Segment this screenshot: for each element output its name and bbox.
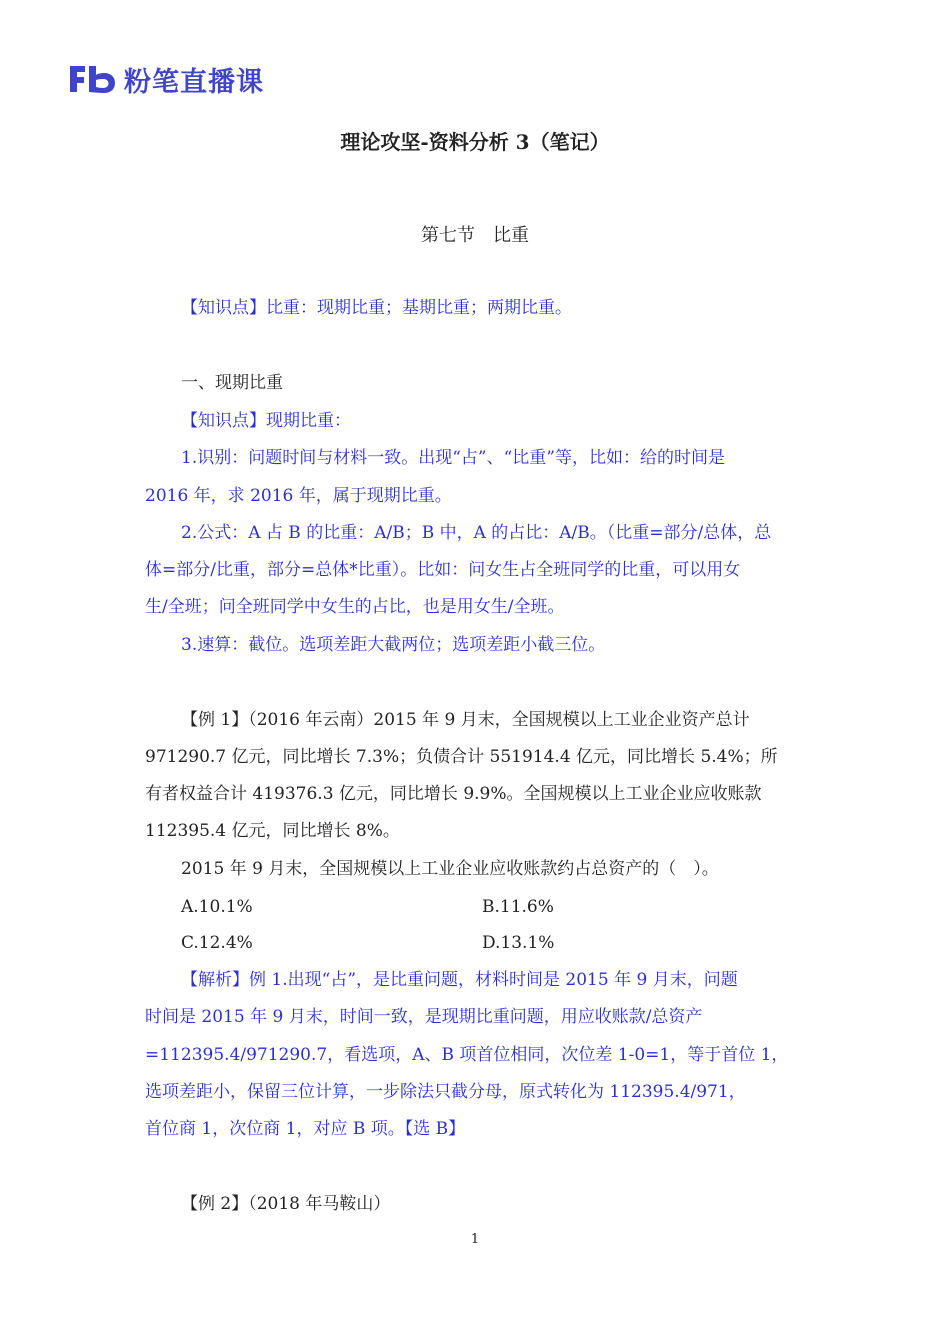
example1-line4: 112395.4 亿元，同比增长 8%。 <box>145 821 400 841</box>
brand-logo <box>68 62 264 96</box>
example1-question: 2015 年 9 月末，全国规模以上工业企业应收账款约占总资产的（ ）。 <box>181 859 719 879</box>
point1-line1: 1.识别：问题时间与材料一致。出现“占”、“比重”等，比如：给的时间是 <box>181 448 725 468</box>
point1-line2: 2016 年，求 2016 年，属于现期比重。 <box>145 486 452 506</box>
analysis-line4: 选项差距小，保留三位计算，一步除法只截分母，原式转化为 112395.4/971， <box>145 1082 746 1102</box>
example2-heading: 【例 2】（2018 年马鞍山） <box>181 1194 391 1214</box>
fenbi-logo-icon <box>68 64 118 94</box>
section-heading: 第七节 比重 <box>421 225 529 246</box>
point2-line1: 2.公式：A 占 B 的比重：A/B；B 中，A 的占比：A/B。（比重=部分/总体，总 <box>181 523 772 543</box>
example1-line3: 有者权益合计 419376.3 亿元，同比增长 9.9%。全国规模以上工业企业应收账款 <box>145 784 762 804</box>
knowledge-point-overview: 【知识点】比重：现期比重；基期比重；两期比重。 <box>181 298 572 318</box>
analysis-line1: 【解析】例 1.出现“占”，是比重问题，材料时间是 2015 年 9 月末，问题 <box>181 970 738 990</box>
point3: 3.速算：截位。选项差距大截两位；选项差距小截三位。 <box>181 635 606 655</box>
logo-text: 粉笔直播课 <box>124 66 264 98</box>
analysis-line2: 时间是 2015 年 9 月末，时间一致，是现期比重问题，用应收账款/总资产 <box>145 1007 703 1027</box>
page-number: 1 <box>470 1232 480 1247</box>
analysis-line3: =112395.4/971290.7，看选项，A、B 项首位相同，次位差 1-0=1，等于首位 1， <box>145 1045 789 1065</box>
option-b: B.11.6% <box>482 897 554 917</box>
document-title: 理论攻坚-资料分析 3（笔记） <box>340 130 610 154</box>
knowledge-point-label: 【知识点】现期比重： <box>181 411 351 431</box>
option-d: D.13.1% <box>482 933 555 953</box>
option-a: A.10.1% <box>181 897 253 917</box>
subsection-heading: 一、现期比重 <box>181 373 283 393</box>
point2-line3: 生/全班；问全班同学中女生的占比，也是用女生/全班。 <box>145 597 565 617</box>
option-c: C.12.4% <box>181 933 253 953</box>
example1-line2: 971290.7 亿元，同比增长 7.3%；负债合计 551914.4 亿元，同比增长 5.4%；所 <box>145 747 778 767</box>
point2-line2: 体=部分/比重，部分=总体*比重）。比如：问女生占全班同学的比重，可以用女 <box>145 560 741 580</box>
example1-line1: 【例 1】（2016 年云南）2015 年 9 月末，全国规模以上工业企业资产总计 <box>181 710 750 730</box>
analysis-line5: 首位商 1，次位商 1，对应 B 项。【选 B】 <box>145 1119 466 1139</box>
